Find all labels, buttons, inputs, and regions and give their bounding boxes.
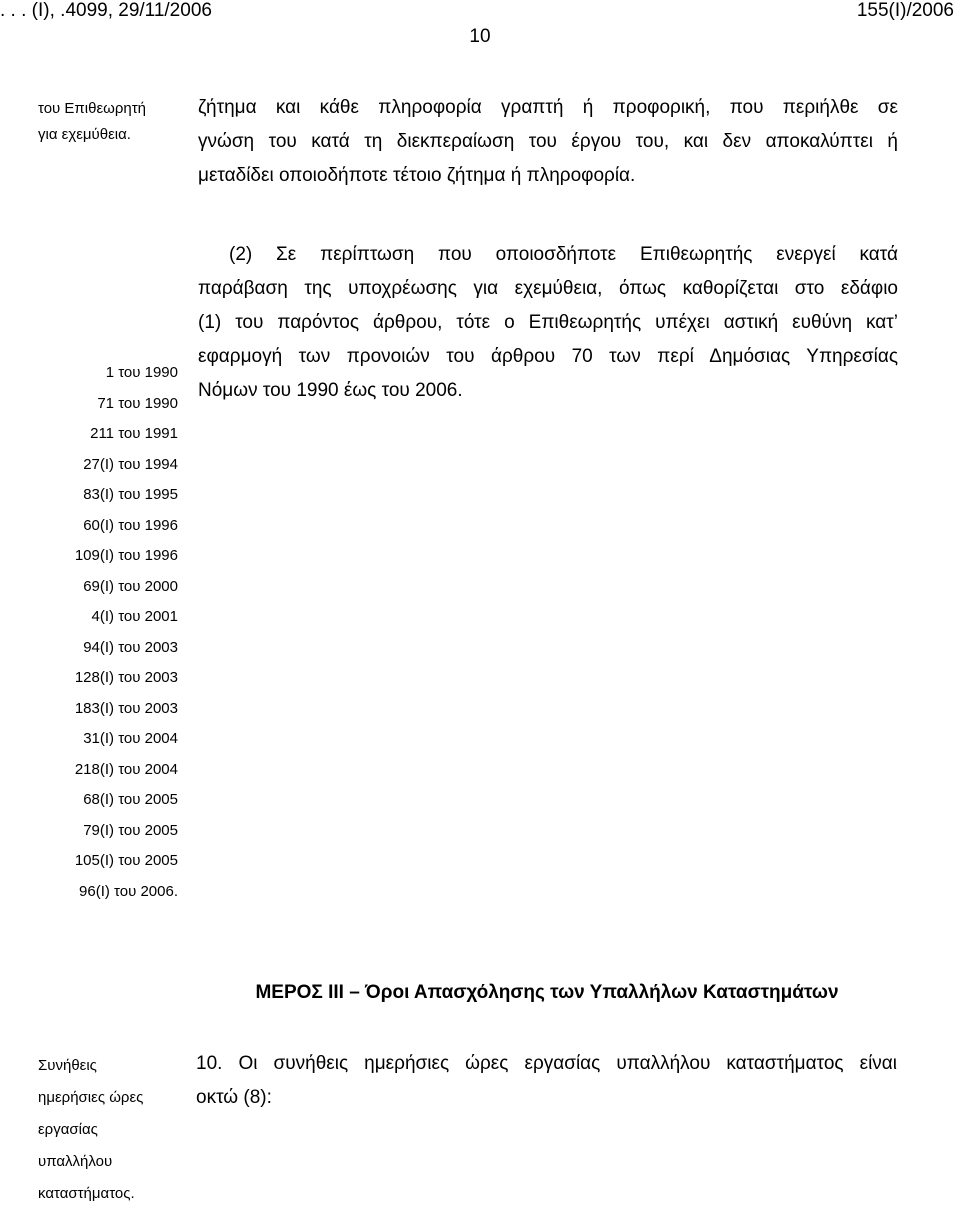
- margin-note-line: Συνήθεις: [38, 1057, 97, 1074]
- page-number: 10: [469, 26, 491, 47]
- paragraph-line: γνώση του κατά τη διεκπεραίωση του έργου του, και δεν αποκαλύπτει ή: [198, 131, 898, 152]
- paragraph-line: (2) Σε περίπτωση που οποιοσδήποτε Επιθεωρητής ενεργεί κατά: [229, 244, 898, 265]
- paragraph-line: 10. Οι συνήθεις ημερήσιες ώρες εργασίας υπαλλήλου καταστήματος είναι: [196, 1053, 897, 1074]
- citation-item: 105(Ι) του 2005: [74, 852, 178, 869]
- citation-item: 31(Ι) του 2004: [83, 730, 178, 747]
- paragraph-3: [196, 1047, 897, 1115]
- margin-note-line: για εχεμύθεια.: [38, 126, 131, 143]
- paragraph-line: ζήτημα και κάθε πληροφορία γραπτή ή προφορική, που περιήλθε σε: [198, 97, 898, 118]
- paragraph-line: (1) του παρόντος άρθρου, τότε ο Επιθεωρητής υπέχει αστική ευθύνη κατ’: [198, 312, 898, 333]
- margin-note-line: του Επιθεωρητή: [38, 100, 146, 117]
- header-reference: . . . (Ι), .4099, 29/11/2006: [0, 0, 212, 21]
- citation-item: 218(Ι) του 2004: [74, 760, 178, 778]
- paragraph-line: μεταδίδει οποιοδήποτε τέτοιο ζήτημα ή πληροφορία.: [198, 165, 636, 186]
- citation-item: 69(Ι) του 2000: [83, 577, 178, 595]
- citation-item: 27(Ι) του 1994: [83, 455, 178, 473]
- paragraph-line: εφαρμογή των προνοιών του άρθρου 70 των περί Δημόσιας Υπηρεσίας: [198, 346, 898, 367]
- citation-item: 83(Ι) του 1995: [83, 486, 178, 503]
- citation-item: 1 του 1990: [105, 364, 178, 381]
- margin-note-confidentiality: [38, 96, 146, 148]
- paragraph-2: [198, 238, 898, 408]
- paragraph-1: [198, 91, 898, 193]
- paragraph-line: Νόμων του 1990 έως του 2006.: [198, 380, 463, 401]
- citation-item: 94(Ι) του 2003: [83, 638, 178, 656]
- citation-item: 71 του 1990: [97, 394, 178, 412]
- citation-item: 211 του 1991: [90, 425, 178, 442]
- section-heading: ΜΕΡΟΣ ΙΙΙ – Όροι Απασχόλησης των Υπαλλήλων Καταστημάτων: [255, 982, 839, 1003]
- paragraph-line: παράβαση της υποχρέωσης για εχεμύθεια, όπως καθορίζεται στο εδάφιο: [198, 278, 898, 299]
- margin-note-line: ημερήσιες ώρες: [38, 1089, 144, 1106]
- citation-item: 68(Ι) του 2005: [83, 791, 178, 808]
- margin-note-working-hours: [38, 1050, 143, 1210]
- margin-note-line: υπαλλήλου: [38, 1153, 113, 1170]
- margin-note-line: εργασίας: [38, 1121, 98, 1138]
- citation-item: 96(Ι) του 2006.: [79, 882, 178, 900]
- citation-item: 183(Ι) του 2003: [74, 699, 178, 717]
- citation-item: 4(Ι) του 2001: [91, 608, 178, 625]
- citation-item: 79(Ι) του 2005: [83, 821, 178, 839]
- law-number: 155(Ι)/2006: [856, 0, 954, 21]
- paragraph-line: οκτώ (8):: [196, 1087, 272, 1108]
- citation-list: [75, 358, 178, 907]
- citation-item: 128(Ι) του 2003: [74, 669, 178, 686]
- citation-item: 109(Ι) του 1996: [74, 547, 178, 564]
- citation-item: 60(Ι) του 1996: [83, 516, 178, 534]
- margin-note-line: καταστήματος.: [38, 1185, 135, 1202]
